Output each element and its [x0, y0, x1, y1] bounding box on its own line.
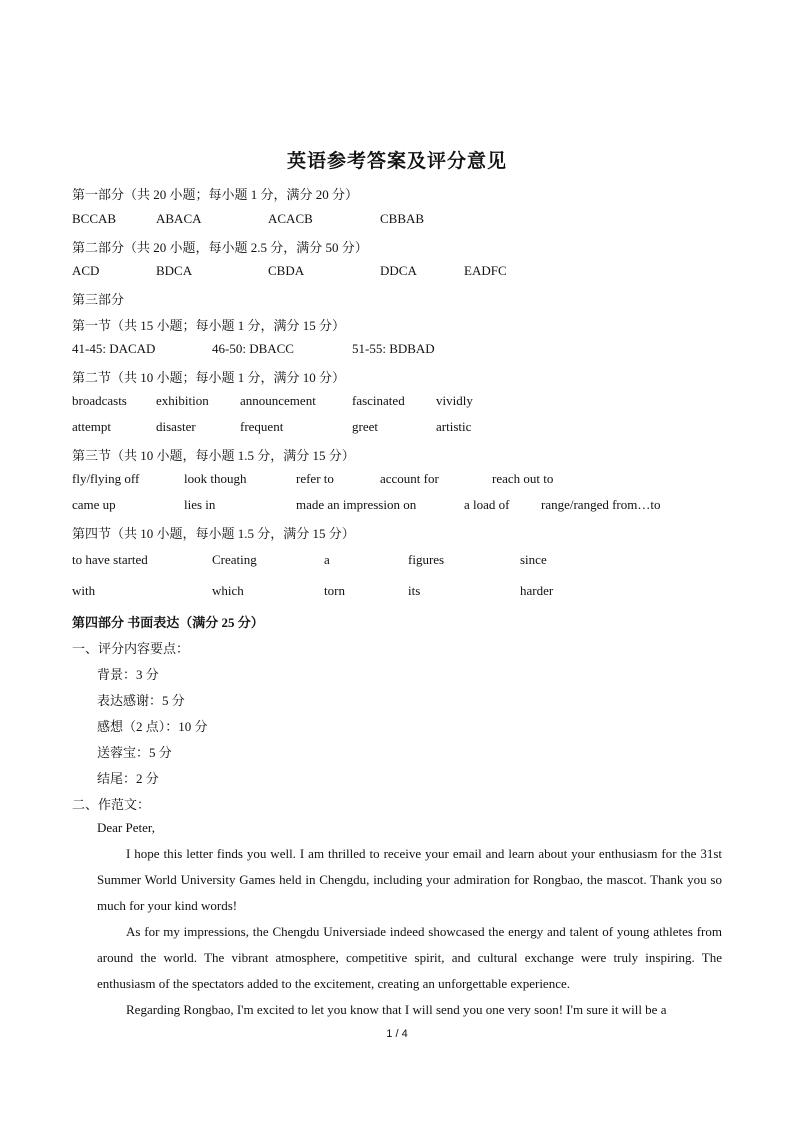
part2-answer-2: BDCA	[156, 263, 193, 278]
section3-row1-phrase-1: fly/flying off	[72, 471, 140, 486]
part1-answer-3: ACACB	[268, 211, 313, 226]
section2-row1-word-2: exhibition	[156, 393, 209, 408]
section1-answer-3: 51-55: BDBAD	[352, 341, 435, 356]
part3-heading: 第三部分	[72, 292, 125, 307]
section4-row1-answer-5: since	[520, 552, 547, 567]
section2-row2-word-1: attempt	[72, 419, 111, 434]
part2-answer-1: ACD	[72, 263, 100, 278]
letter-paragraph-1: I hope this letter finds you well. I am thrilled to receive your email and learn about your enthusiasm for the 31st Summer World University Games held in Chengdu, including your admiration for Rongbao, the mascot. Thank you so much for your kind words!	[97, 846, 722, 913]
sample-title: 二、作范文：	[72, 797, 151, 812]
scoring-item-background: 背景：3 分	[97, 667, 159, 682]
section3-row1-phrase-5: reach out to	[492, 471, 554, 486]
part2-answer-3: CBDA	[268, 263, 305, 278]
letter-salutation: Dear Peter,	[97, 820, 155, 835]
section3-row2-phrase-5: range/ranged from…to	[541, 497, 661, 512]
section2-row2-word-5: artistic	[436, 419, 472, 434]
section4-row1-answer-2: Creating	[212, 552, 257, 567]
section1-answer-1: 41-45: DACAD	[72, 341, 156, 356]
part3-section1-heading: 第一节（共 15 小题；每小题 1 分，满分 15 分）	[72, 318, 346, 333]
section2-row1-word-3: announcement	[240, 393, 316, 408]
section4-row1-answer-4: figures	[408, 552, 445, 567]
section2-row1-word-1: broadcasts	[72, 393, 127, 408]
part3-section2-heading: 第二节（共 10 小题；每小题 1 分，满分 10 分）	[72, 370, 346, 385]
section4-row2-answer-5: harder	[520, 583, 554, 598]
part2-heading: 第二部分（共 20 小题，每小题 2.5 分，满分 50 分）	[72, 240, 368, 255]
part1-answer-2: ABACA	[156, 211, 202, 226]
document-title: 英语参考答案及评分意见	[286, 151, 507, 172]
section3-row2-phrase-4: a load of	[464, 497, 510, 512]
part1-heading: 第一部分（共 20 小题；每小题 1 分，满分 20 分）	[72, 187, 359, 202]
scoring-item-thanks: 表达感谢：5 分	[97, 693, 185, 708]
scoring-title: 一、评分内容要点：	[72, 641, 190, 656]
section4-row1-answer-3: a	[324, 552, 330, 567]
section3-row2-phrase-1: came up	[72, 497, 116, 512]
section4-row2-answer-3: torn	[324, 583, 345, 598]
section4-row2-answer-1: with	[72, 583, 96, 598]
page-number: 1 / 4	[386, 1028, 408, 1040]
section3-row1-phrase-4: account for	[380, 471, 439, 486]
section3-row2-phrase-3: made an impression on	[296, 497, 417, 512]
scoring-item-impressions: 感想（2 点）：10 分	[97, 719, 208, 734]
section2-row2-word-4: greet	[352, 419, 378, 434]
section4-row2-answer-4: its	[408, 583, 421, 598]
section3-row1-phrase-3: refer to	[296, 471, 334, 486]
section2-row2-word-2: disaster	[156, 419, 196, 434]
section1-answer-2: 46-50: DBACC	[212, 341, 294, 356]
part2-answer-4: DDCA	[380, 263, 417, 278]
part3-section4-heading: 第四节（共 10 小题，每小题 1.5 分，满分 15 分）	[72, 526, 355, 541]
part2-answer-5: EADFC	[464, 263, 507, 278]
section4-row1-answer-1: to have started	[72, 552, 148, 567]
scoring-item-gift: 送蓉宝：5 分	[97, 745, 172, 760]
part1-answer-1: BCCAB	[72, 211, 117, 226]
section2-row1-word-5: vividly	[436, 393, 473, 408]
section2-row1-word-4: fascinated	[352, 393, 405, 408]
part3-section3-heading: 第三节（共 10 小题，每小题 1.5 分，满分 15 分）	[72, 448, 355, 463]
letter-paragraph-3: Regarding Rongbao, I'm excited to let you know that I will send you one very soon! I'm sure it will be a	[126, 1002, 667, 1017]
part4-heading: 第四部分 书面表达（满分 25 分）	[72, 615, 264, 630]
section4-row2-answer-2: which	[212, 583, 244, 598]
section3-row2-phrase-2: lies in	[184, 497, 216, 512]
section3-row1-phrase-2: look though	[184, 471, 247, 486]
scoring-item-ending: 结尾：2 分	[97, 771, 159, 786]
part1-answer-4: CBBAB	[380, 211, 425, 226]
letter-paragraph-2: As for my impressions, the Chengdu Universiade indeed showcased the energy and talent of young athletes from around the world. The vibrant atmosphere, competitive spirit, and cultural exchange were truly inspiring. The enthusiasm of the spectators added to the excitement, creating an unforgettable experience.	[97, 924, 722, 991]
section2-row2-word-3: frequent	[240, 419, 284, 434]
